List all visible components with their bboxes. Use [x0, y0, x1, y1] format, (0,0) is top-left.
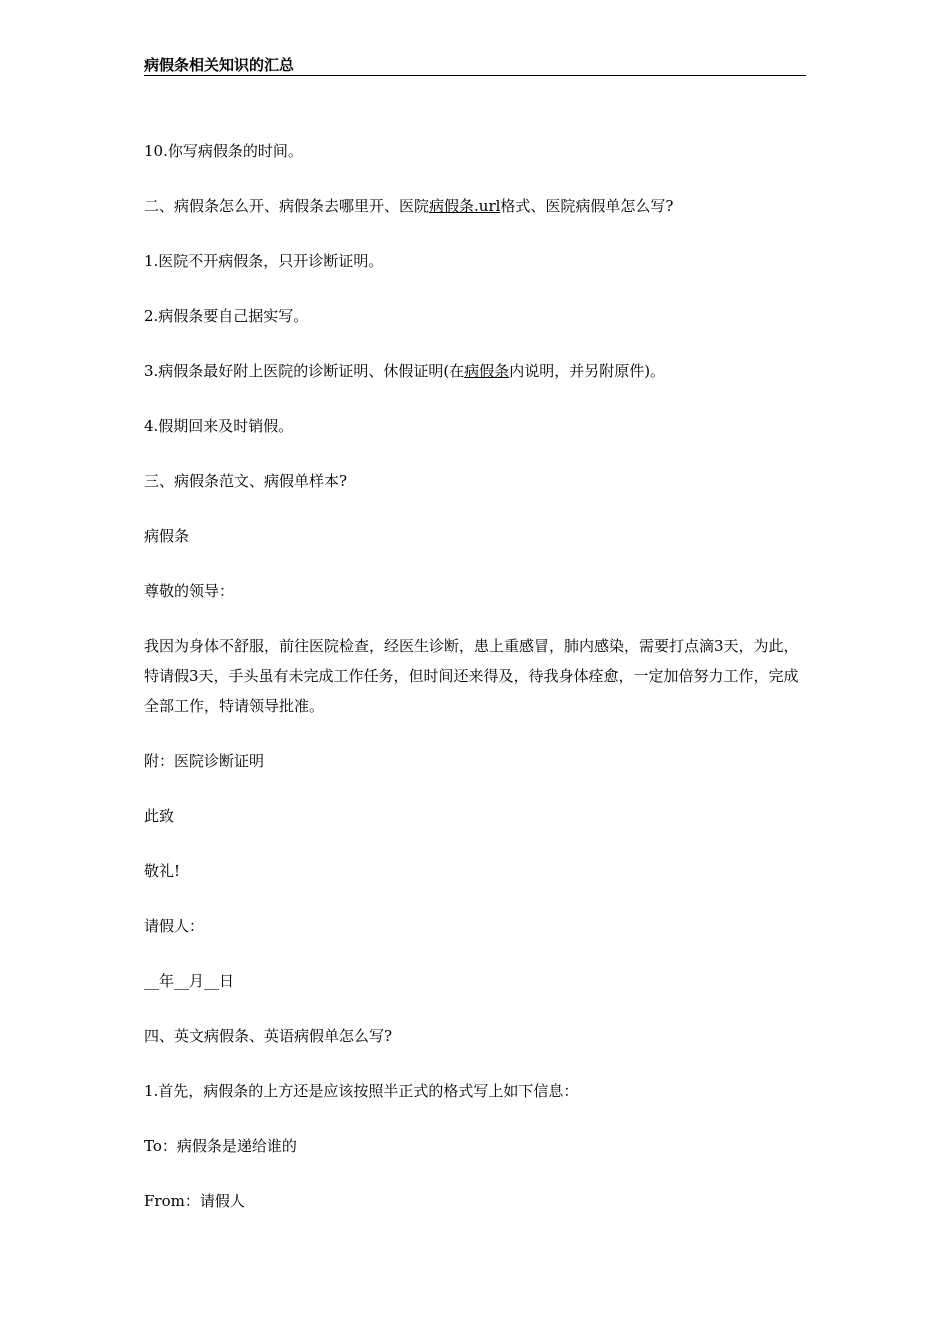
paragraph: 4.假期回来及时销假。 — [144, 417, 294, 435]
header-title: 病假条相关知识的汇总 — [144, 56, 295, 74]
document-body — [144, 136, 806, 1241]
paragraph-text: 内说明，并另附原件)。 — [509, 362, 666, 380]
paragraph: To：病假条是递给谁的 — [144, 1137, 297, 1155]
paragraph: 2.病假条要自己据实写。 — [144, 307, 309, 325]
salutation: 尊敬的领导： — [144, 582, 235, 600]
paragraph-with-link — [144, 356, 806, 386]
paragraph-text: 3.病假条最好附上医院的诊断证明、休假证明(在 — [144, 362, 465, 380]
closing: 敬礼! — [144, 862, 181, 880]
link-bingjiatiao[interactable]: 病假条 — [464, 362, 510, 380]
paragraph: 1.首先，病假条的上方还是应该按照半正式的格式写上如下信息： — [144, 1082, 579, 1100]
section-heading: 四、英文病假条、英语病假单怎么写? — [144, 1027, 393, 1045]
paragraph: 10.你写病假条的时间。 — [144, 142, 303, 160]
date-line: __年__月__日 — [144, 972, 235, 990]
signature-line: 请假人： — [144, 917, 205, 935]
attachment-note: 附：医院诊断证明 — [144, 752, 265, 770]
link-bingjiatiao-url[interactable]: 病假条.url — [429, 197, 501, 215]
paragraph-text: 格式、医院病假单怎么写? — [500, 197, 674, 215]
closing: 此致 — [144, 807, 175, 825]
paragraph-text: 二、病假条怎么开、病假条去哪里开、医院 — [144, 197, 430, 215]
paragraph-with-link — [144, 191, 806, 221]
paragraph: 1.医院不开病假条，只开诊断证明。 — [144, 252, 384, 270]
paragraph: From：请假人 — [144, 1192, 245, 1210]
paragraph: 病假条 — [144, 527, 190, 545]
page-header — [144, 55, 806, 76]
letter-body: 我因为身体不舒服，前往医院检查，经医生诊断，患上重感冒，肺内感染，需要打点滴3天，为此，特请假3天，手头虽有未完成工作任务，但时间还来得及，待我身体痊愈，一定加倍努力工作，完成全部工作，特请领导批准。 — [144, 637, 799, 715]
section-heading: 三、病假条范文、病假单样本? — [144, 472, 348, 490]
